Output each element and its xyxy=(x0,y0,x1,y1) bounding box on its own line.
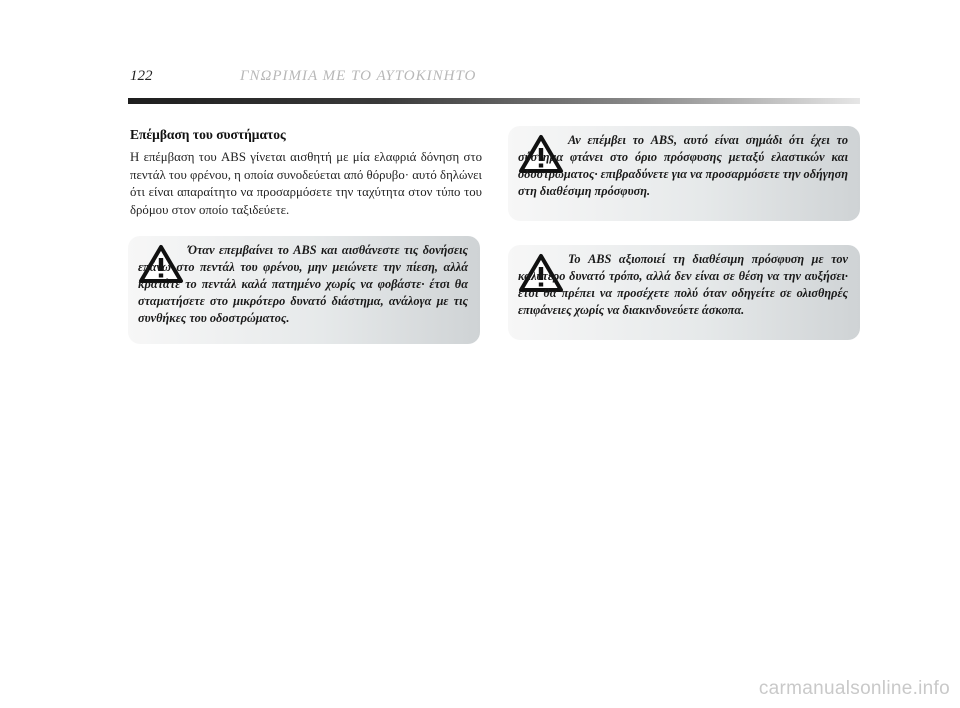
warning-box-left xyxy=(128,236,480,344)
section-body-text: Η επέμβαση του ABS γίνεται αισθητή με μία ελαφριά δόνηση στο πεντάλ του φρένου, η οποία συνοδεύεται από θόρυβο· αυτό δηλώνει ότι είναι απαραίτητο να προσαρμόσετε την ταχύτητα στον τύπο του δρόμου στον οποίο ταξιδεύετε. xyxy=(130,150,482,217)
warning-text-right-top: Αν επέμβει το ABS, αυτό είναι σημάδι ότι έχει το σύστημα φτάνει στο όριο πρόσφυσης μεταξύ ελαστικών και οδοστρώματος· επιβραδύνετε για να προσαρμόσετε την οδήγηση στη διαθέσιμη πρόσφυση. xyxy=(518,133,848,198)
warning-box-right-bottom xyxy=(508,245,860,340)
section-title: Επέμβαση του συστήματος xyxy=(130,127,286,142)
page-header-title: ΓΝΩΡΙΜΙΑ ΜΕ ΤΟ ΑΥΤΟΚΙΝΗΤΟ xyxy=(240,68,477,84)
header-rule xyxy=(128,98,860,104)
warning-box-right-top xyxy=(508,126,860,221)
warning-text-left: Όταν επεμβαίνει το ABS και αισθάνεστε τις δονήσεις επάνω στο πεντάλ του φρένου, μην μειώνετε την πίεση, αλλά κρατάτε το πεντάλ καλά πατημένο χωρίς να φοβάστε· έτσι θα σταματήσετε στο μικρότερο δυνατό διάστημα, ανάλογα με τις συνθήκες του οδοστρώματος. xyxy=(138,243,468,325)
watermark: carmanualsonline.info xyxy=(758,678,950,699)
page-number: 122 xyxy=(130,68,153,84)
warning-text-right-bottom: Το ABS αξιοποιεί τη διαθέσιμη πρόσφυση με τον καλύτερο δυνατό τρόπο, αλλά δεν είναι σε θέση να την αυξήσει· έτσι θα πρέπει να προσέχετε πολύ όταν οδηγείτε σε ολισθηρές επιφάνειες χωρίς να διακινδυνεύετε άσκοπα. xyxy=(518,252,848,317)
